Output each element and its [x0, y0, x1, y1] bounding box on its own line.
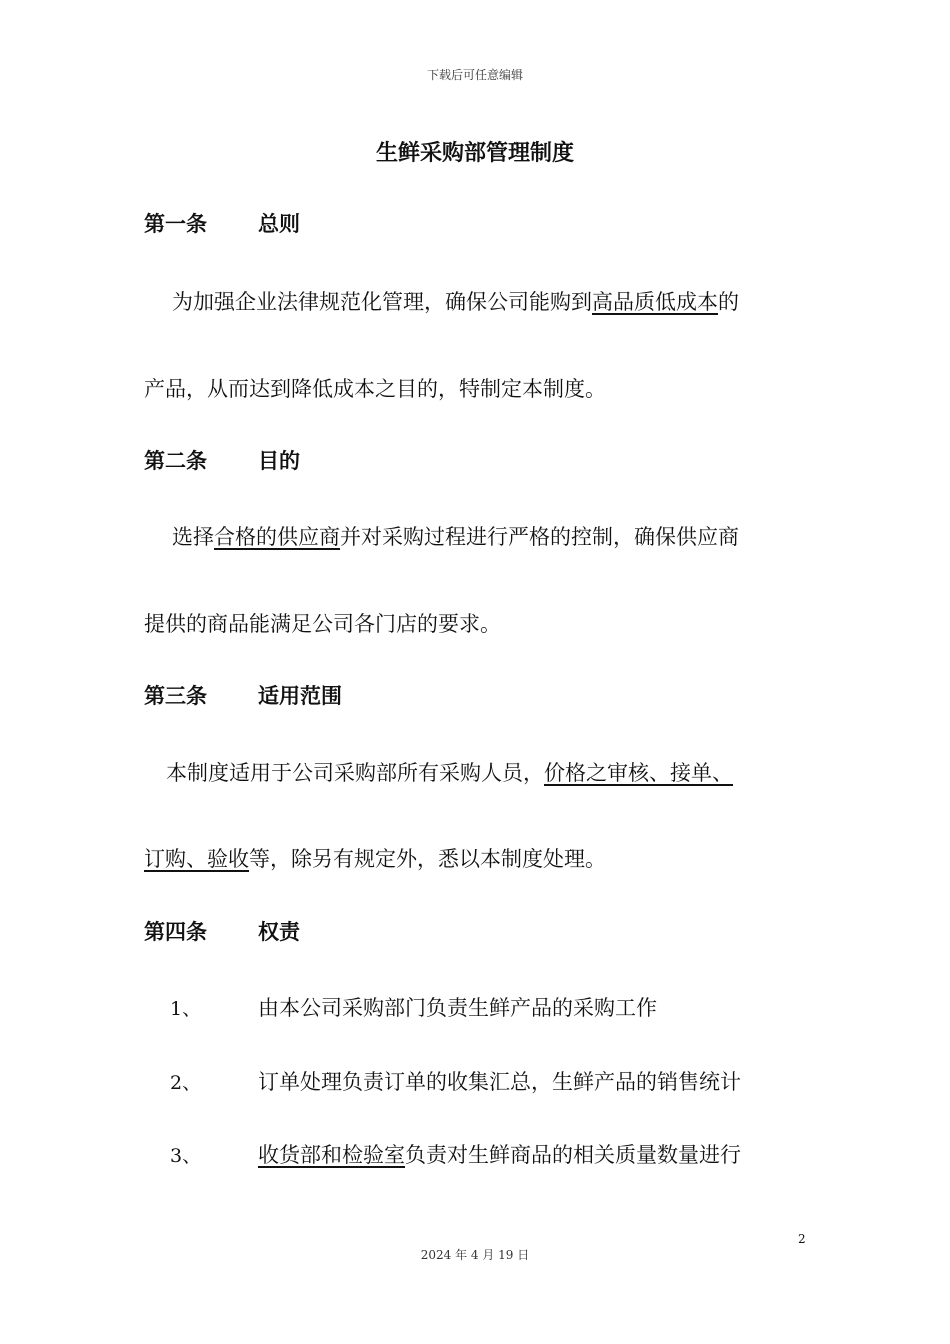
article-2-heading	[144, 445, 300, 475]
page-header: 下载后可任意编辑	[426, 68, 523, 82]
article-1-line-1	[172, 286, 739, 316]
article-name: 总则	[258, 212, 300, 236]
text-run: 等，除另有规定外，悉以本制度处理。	[249, 847, 606, 871]
list-item	[170, 992, 657, 1022]
text-run: 本制度适用于公司采购部所有采购人员，	[166, 761, 544, 785]
article-name: 权责	[258, 920, 300, 944]
article-1-line-2: 产品，从而达到降低成本之目的，特制定本制度。	[144, 377, 606, 401]
underlined-text: 合格的供应商	[214, 525, 340, 549]
article-1-heading	[144, 208, 300, 238]
list-text: 负责对生鲜商品的相关质量数量进行	[405, 1143, 741, 1167]
list-text: 订单处理负责订单的收集汇总，生鲜产品的销售统计	[258, 1070, 741, 1094]
article-3-line-1	[166, 757, 733, 787]
text-run: 选择	[172, 525, 214, 549]
text-run: 为加强企业法律规范化管理，确保公司能购到	[172, 290, 592, 314]
text-run: 并对采购过程进行严格的控制，确保供应商	[340, 525, 739, 549]
page-number: 2	[798, 1232, 806, 1246]
list-number: 2、	[170, 1072, 202, 1094]
underlined-text: 高品质低成本	[592, 290, 718, 314]
article-3-line-2	[144, 843, 606, 873]
article-number: 第三条	[144, 684, 207, 708]
underlined-text: 收货部和检验室	[258, 1143, 405, 1167]
article-number: 第二条	[144, 449, 207, 473]
article-2-line-1	[172, 521, 739, 551]
document-title: 生鲜采购部管理制度	[375, 141, 574, 166]
list-item	[170, 1139, 741, 1169]
article-3-heading	[144, 680, 342, 710]
list-item	[170, 1066, 741, 1096]
article-number: 第一条	[144, 212, 207, 236]
article-4-heading	[144, 916, 300, 946]
page-footer-date: 2024 年 4 月 19 日	[420, 1248, 530, 1262]
article-number: 第四条	[144, 920, 207, 944]
list-text: 由本公司采购部门负责生鲜产品的采购工作	[258, 996, 657, 1020]
underlined-text: 价格之审核、接单、	[544, 761, 733, 785]
article-2-line-2: 提供的商品能满足公司各门店的要求。	[144, 612, 501, 636]
list-number: 3、	[170, 1145, 202, 1167]
article-name: 目的	[258, 449, 300, 473]
underlined-text: 订购、验收	[144, 847, 249, 871]
list-number: 1、	[170, 998, 202, 1020]
article-name: 适用范围	[258, 684, 342, 708]
text-run: 的	[718, 290, 739, 314]
